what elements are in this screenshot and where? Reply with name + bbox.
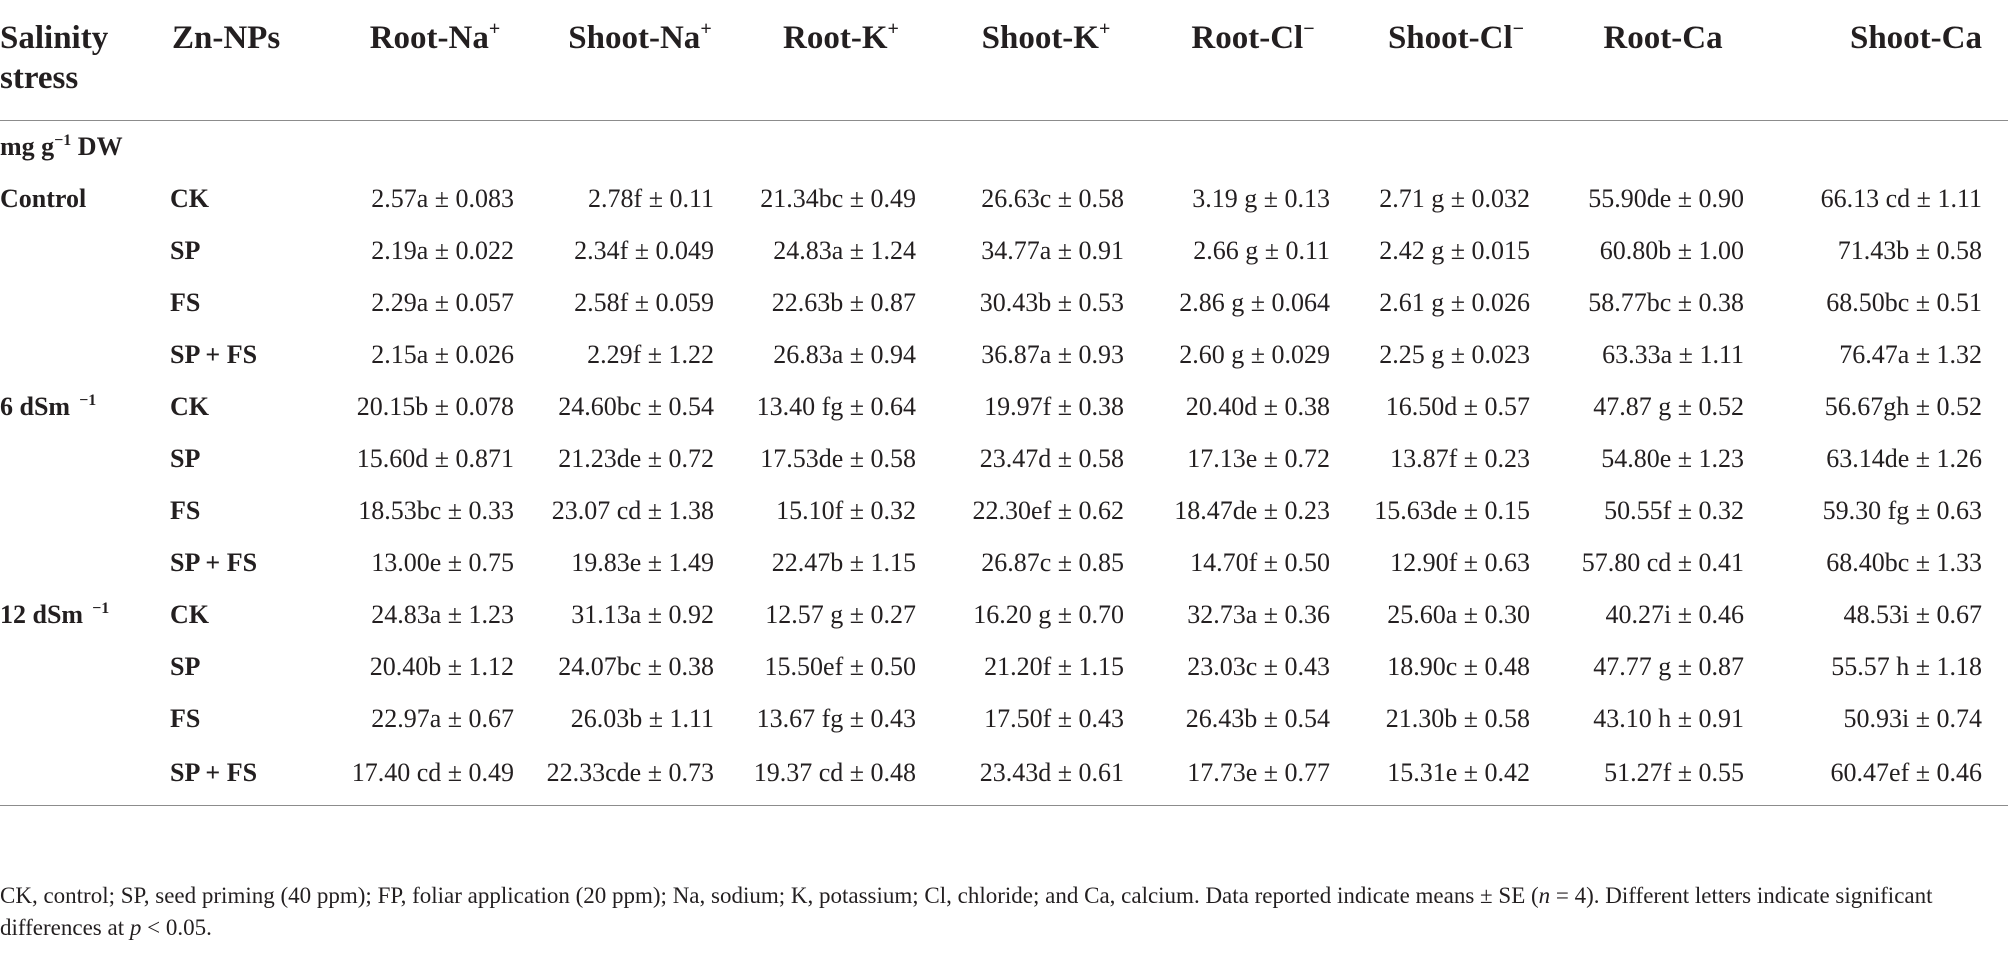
root-cl-value: 2.66 g ± 0.11 xyxy=(1193,236,1330,265)
shoot-ca-value: 60.47ef ± 0.46 xyxy=(1770,745,2008,806)
shoot-k-value: 22.30ef ± 0.62 xyxy=(972,496,1124,525)
root-na-value: 24.83a ± 1.23 xyxy=(371,600,514,629)
table-row xyxy=(0,381,2008,433)
shoot-k-value: 36.87a ± 0.93 xyxy=(981,340,1124,369)
root-na-value: 17.40 cd ± 0.49 xyxy=(330,745,540,806)
shoot-ca-value: 48.53i ± 0.67 xyxy=(1843,600,1982,629)
root-cl-value: 20.40d ± 0.38 xyxy=(1185,392,1330,421)
salinity-cell xyxy=(0,329,170,381)
root-k-value: 17.53de ± 0.58 xyxy=(760,444,916,473)
shoot-na-value: 21.23de ± 0.72 xyxy=(558,444,714,473)
zn-nps-cell: SP xyxy=(170,236,201,265)
shoot-ca-value: 56.67gh ± 0.52 xyxy=(1824,392,1982,421)
root-k-value: 13.40 fg ± 0.64 xyxy=(756,392,916,421)
salinity-cell xyxy=(0,277,170,329)
root-k-value: 15.10f ± 0.32 xyxy=(776,496,916,525)
root-k-value: 22.47b ± 1.15 xyxy=(771,548,916,577)
shoot-na-value: 2.29f ± 1.22 xyxy=(587,340,714,369)
table-body xyxy=(0,121,2008,806)
salinity-cell xyxy=(0,433,170,485)
root-cl-value: 32.73a ± 0.36 xyxy=(1187,600,1330,629)
table-row xyxy=(0,745,2008,806)
root-k-value: 22.63b ± 0.87 xyxy=(771,288,916,317)
shoot-cl-value: 2.42 g ± 0.015 xyxy=(1379,236,1530,265)
shoot-cl-value: 15.31e ± 0.42 xyxy=(1356,745,1556,806)
root-cl-value: 17.13e ± 0.72 xyxy=(1187,444,1330,473)
shoot-na-value: 24.07bc ± 0.38 xyxy=(558,652,714,681)
shoot-ca-value: 68.50bc ± 0.51 xyxy=(1826,288,1982,317)
root-ca-value: 47.87 g ± 0.52 xyxy=(1593,392,1744,421)
zn-nps-cell: FS xyxy=(170,288,201,317)
salinity-cell xyxy=(0,693,170,745)
table-row xyxy=(0,329,2008,381)
root-na-value: 20.40b ± 1.12 xyxy=(369,652,514,681)
shoot-ca-value: 63.14de ± 1.26 xyxy=(1826,444,1982,473)
shoot-cl-value: 21.30b ± 0.58 xyxy=(1385,704,1530,733)
shoot-na-value: 2.34f ± 0.049 xyxy=(574,236,714,265)
header-root-cl: Root-Cl− xyxy=(1150,0,1356,121)
salinity-cell xyxy=(0,641,170,693)
root-ca-value: 50.55f ± 0.32 xyxy=(1604,496,1744,525)
root-cl-value: 2.60 g ± 0.029 xyxy=(1179,340,1330,369)
root-na-value: 22.97a ± 0.67 xyxy=(371,704,514,733)
root-ca-value: 57.80 cd ± 0.41 xyxy=(1581,548,1744,577)
header-root-ca: Root-Ca xyxy=(1556,0,1770,121)
root-k-value: 26.83a ± 0.94 xyxy=(773,340,916,369)
header-row xyxy=(0,0,2008,121)
units-label: mg $g^{-1}$ DW xyxy=(0,132,123,161)
shoot-k-value: 30.43b ± 0.53 xyxy=(979,288,1124,317)
root-na-value: 2.15a ± 0.026 xyxy=(371,340,514,369)
shoot-k-value: 21.20f ± 1.15 xyxy=(984,652,1124,681)
shoot-na-value: 24.60bc ± 0.54 xyxy=(558,392,714,421)
root-ca-value: 47.77 g ± 0.87 xyxy=(1593,652,1744,681)
table-row xyxy=(0,173,2008,225)
shoot-cl-value: 2.25 g ± 0.023 xyxy=(1379,340,1530,369)
root-cl-value: 3.19 g ± 0.13 xyxy=(1192,184,1330,213)
shoot-k-value: 26.87c ± 0.85 xyxy=(981,548,1124,577)
root-na-value: 2.19a ± 0.022 xyxy=(371,236,514,265)
shoot-na-value: 19.83e ± 1.49 xyxy=(571,548,714,577)
shoot-k-value: 19.97f ± 0.38 xyxy=(984,392,1124,421)
shoot-k-value: 16.20 g ± 0.70 xyxy=(973,600,1124,629)
root-k-value: 12.57 g ± 0.27 xyxy=(765,600,916,629)
shoot-cl-value: 2.61 g ± 0.026 xyxy=(1379,288,1530,317)
table-row xyxy=(0,537,2008,589)
zn-nps-cell: SP xyxy=(170,652,201,681)
root-cl-value: 17.73e ± 0.77 xyxy=(1150,745,1356,806)
zn-nps-cell: FS xyxy=(170,496,201,525)
zn-nps-cell: FS xyxy=(170,704,201,733)
zn-nps-cell: SP + FS xyxy=(170,340,258,369)
root-ca-value: 54.80e ± 1.23 xyxy=(1601,444,1744,473)
salinity-cell xyxy=(0,745,170,806)
table-row xyxy=(0,589,2008,641)
header-zn-nps: Zn-NPs xyxy=(170,0,330,121)
shoot-na-value: 31.13a ± 0.92 xyxy=(571,600,714,629)
zn-nps-cell: SP + FS xyxy=(170,745,330,806)
salinity-cell xyxy=(0,537,170,589)
zn-nps-cell: SP + FS xyxy=(170,548,258,577)
root-ca-value: 58.77bc ± 0.38 xyxy=(1588,288,1744,317)
shoot-na-value: 2.58f ± 0.059 xyxy=(574,288,714,317)
table-row xyxy=(0,277,2008,329)
root-ca-value: 60.80b ± 1.00 xyxy=(1599,236,1744,265)
salinity-cell: 6 dSm $^{-1}$ xyxy=(0,392,97,421)
root-cl-value: 14.70f ± 0.50 xyxy=(1190,548,1330,577)
header-salinity-stress: Salinity stress xyxy=(0,0,170,121)
header-shoot-ca: Shoot-Ca xyxy=(1770,0,2008,121)
shoot-ca-value: 66.13 cd ± 1.11 xyxy=(1820,184,1982,213)
table-row xyxy=(0,693,2008,745)
header-shoot-cl: Shoot-Cl− xyxy=(1356,0,1556,121)
shoot-na-value: 26.03b ± 1.11 xyxy=(570,704,714,733)
root-na-value: 2.29a ± 0.057 xyxy=(371,288,514,317)
zn-nps-cell: CK xyxy=(170,184,209,213)
shoot-cl-value: 12.90f ± 0.63 xyxy=(1390,548,1530,577)
shoot-k-value: 17.50f ± 0.43 xyxy=(984,704,1124,733)
table-footnote: CK, control; SP, seed priming (40 ppm); FP, foliar application (20 ppm); Na, sodium; K, potassium; Cl, chloride; and Ca, calcium. Data reported indicate means ± SE (n = 4). Different letters indicate significant differences at p < 0.05. xyxy=(0,883,1933,940)
shoot-ca-value: 50.93i ± 0.74 xyxy=(1843,704,1982,733)
shoot-ca-value: 68.40bc ± 1.33 xyxy=(1826,548,1982,577)
shoot-cl-value: 2.71 g ± 0.032 xyxy=(1379,184,1530,213)
shoot-cl-value: 18.90c ± 0.48 xyxy=(1387,652,1530,681)
zn-nps-cell: CK xyxy=(170,600,209,629)
salinity-cell xyxy=(0,485,170,537)
shoot-cl-value: 15.63de ± 0.15 xyxy=(1374,496,1530,525)
root-na-value: 18.53bc ± 0.33 xyxy=(358,496,514,525)
root-na-value: 20.15b ± 0.078 xyxy=(356,392,514,421)
shoot-ca-value: 59.30 fg ± 0.63 xyxy=(1822,496,1982,525)
root-na-value: 15.60d ± 0.871 xyxy=(356,444,514,473)
zn-nps-cell: CK xyxy=(170,392,209,421)
root-ca-value: 51.27f ± 0.55 xyxy=(1556,745,1770,806)
salinity-cell: 12 dSm $^{-1}$ xyxy=(0,600,110,629)
header-root-na: Root-Na+ xyxy=(330,0,540,121)
root-k-value: 24.83a ± 1.24 xyxy=(773,236,916,265)
root-cl-value: 23.03c ± 0.43 xyxy=(1187,652,1330,681)
shoot-k-value: 34.77a ± 0.91 xyxy=(981,236,1124,265)
shoot-na-value: 22.33cde ± 0.73 xyxy=(540,745,740,806)
root-k-value: 21.34bc ± 0.49 xyxy=(760,184,916,213)
root-k-value: 13.67 fg ± 0.43 xyxy=(756,704,916,733)
root-cl-value: 18.47de ± 0.23 xyxy=(1174,496,1330,525)
root-ca-value: 55.90de ± 0.90 xyxy=(1588,184,1744,213)
salinity-cell xyxy=(0,225,170,277)
root-cl-value: 26.43b ± 0.54 xyxy=(1185,704,1330,733)
root-k-value: 15.50ef ± 0.50 xyxy=(764,652,916,681)
units-row xyxy=(0,121,2008,174)
root-na-value: 13.00e ± 0.75 xyxy=(371,548,514,577)
header-shoot-na: Shoot-Na+ xyxy=(540,0,740,121)
root-k-value: 19.37 cd ± 0.48 xyxy=(740,745,942,806)
salinity-cell: Control xyxy=(0,184,87,213)
header-shoot-k: Shoot-K+ xyxy=(942,0,1150,121)
table-row xyxy=(0,641,2008,693)
shoot-k-value: 23.43d ± 0.61 xyxy=(942,745,1150,806)
shoot-cl-value: 16.50d ± 0.57 xyxy=(1385,392,1530,421)
table-row xyxy=(0,485,2008,537)
root-ca-value: 40.27i ± 0.46 xyxy=(1605,600,1744,629)
table-row xyxy=(0,225,2008,277)
shoot-k-value: 23.47d ± 0.58 xyxy=(979,444,1124,473)
root-ca-value: 63.33a ± 1.11 xyxy=(1602,340,1744,369)
root-na-value: 2.57a ± 0.083 xyxy=(371,184,514,213)
root-ca-value: 43.10 h ± 0.91 xyxy=(1593,704,1744,733)
shoot-ca-value: 55.57 h ± 1.18 xyxy=(1831,652,1982,681)
shoot-ca-value: 71.43b ± 0.58 xyxy=(1837,236,1982,265)
root-cl-value: 2.86 g ± 0.064 xyxy=(1179,288,1330,317)
zn-nps-cell: SP xyxy=(170,444,201,473)
shoot-na-value: 2.78f ± 0.11 xyxy=(588,184,714,213)
shoot-cl-value: 25.60a ± 0.30 xyxy=(1387,600,1530,629)
shoot-na-value: 23.07 cd ± 1.38 xyxy=(551,496,714,525)
table-row xyxy=(0,433,2008,485)
shoot-ca-value: 76.47a ± 1.32 xyxy=(1839,340,1982,369)
header-root-k: Root-K+ xyxy=(740,0,942,121)
shoot-cl-value: 13.87f ± 0.23 xyxy=(1390,444,1530,473)
shoot-k-value: 26.63c ± 0.58 xyxy=(981,184,1124,213)
